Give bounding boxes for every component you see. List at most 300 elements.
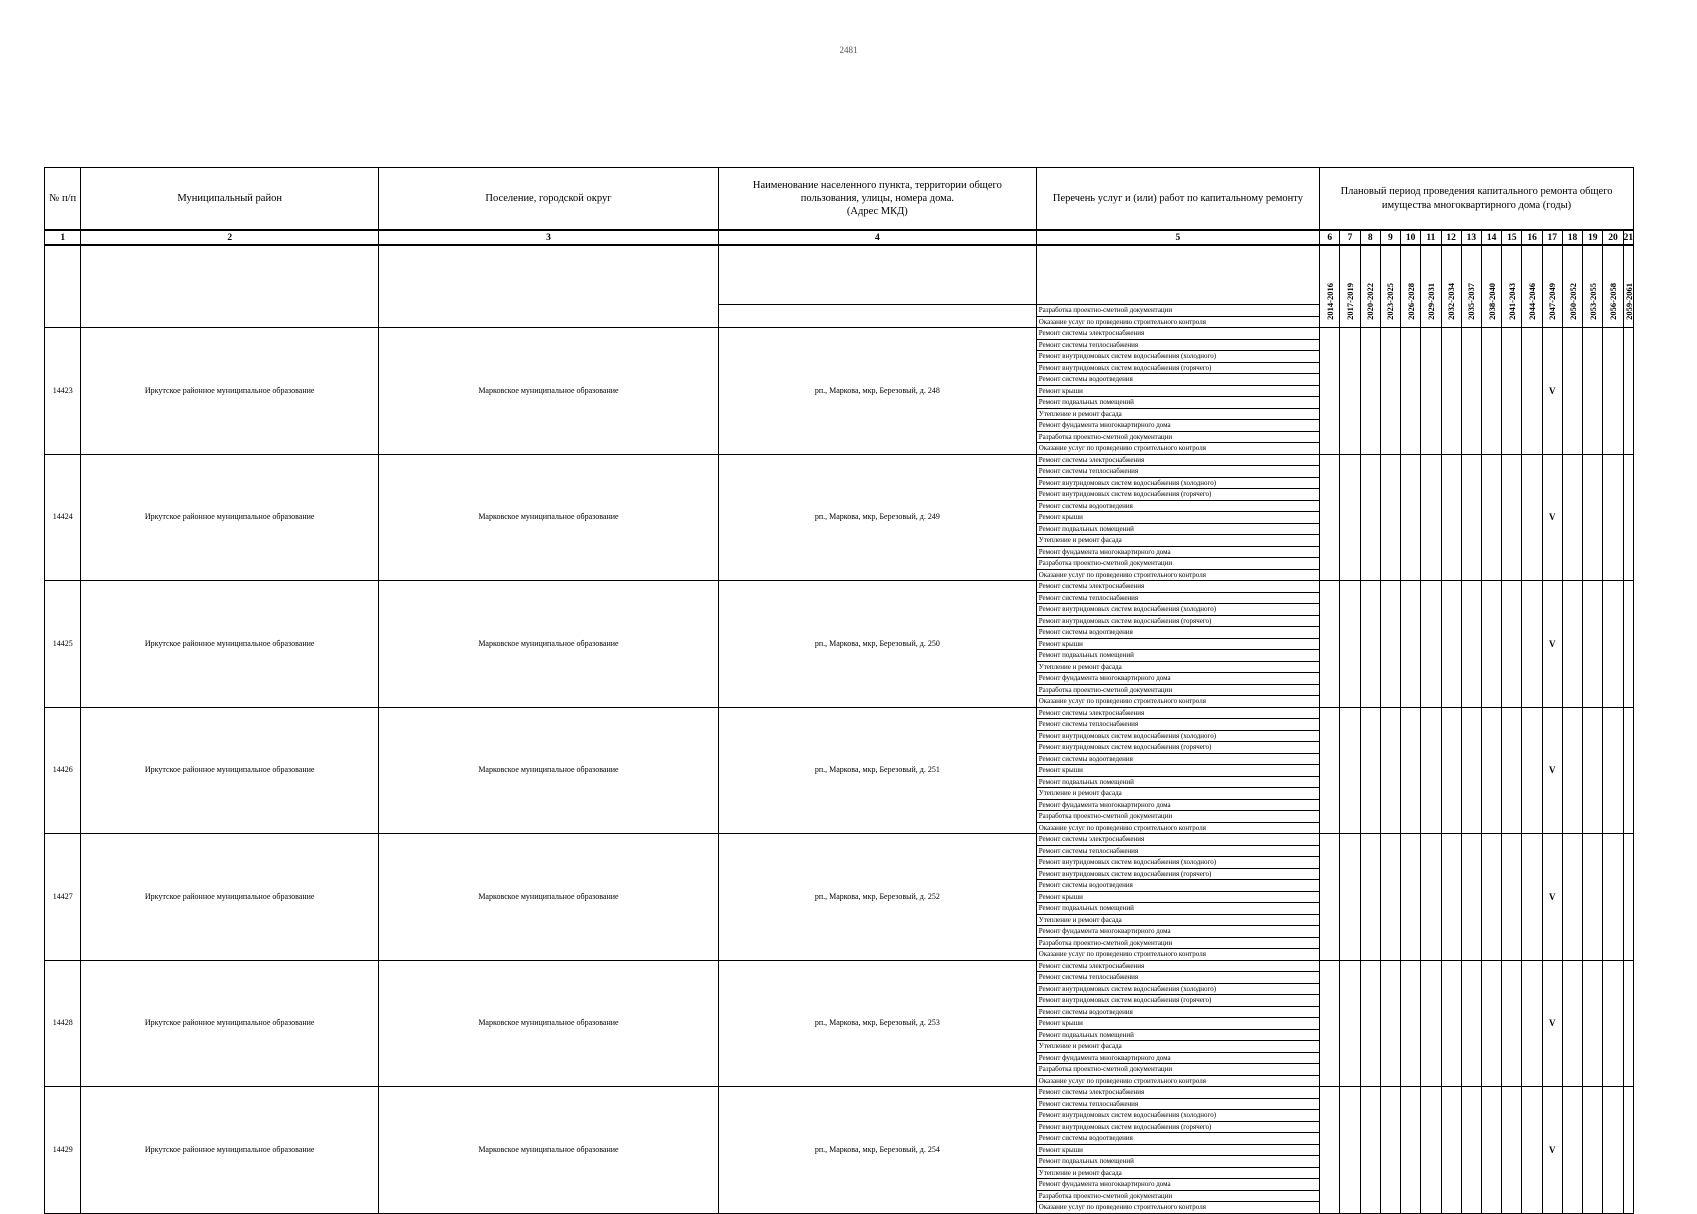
- work-item: Ремонт крыши: [1036, 891, 1319, 903]
- record-district: Иркутское районное муниципальное образование: [81, 581, 379, 708]
- column-number-19: 19: [1583, 230, 1603, 245]
- period-cell-empty: [1481, 834, 1501, 961]
- header-works: Перечень услуг и (или) работ по капитальному ремонту: [1036, 168, 1319, 231]
- period-cell-empty: [1360, 960, 1380, 1087]
- work-item: Ремонт подвальных помещений: [1036, 1156, 1319, 1168]
- work-item: Ремонт внутридомовых систем водоснабжения (холодного): [1036, 351, 1319, 363]
- carryover-address-blank: [718, 305, 1036, 328]
- period-cell-empty: [1320, 960, 1340, 1087]
- period-cell: [1441, 245, 1461, 328]
- work-item: Ремонт системы электроснабжения: [1036, 834, 1319, 846]
- record-settlement: Марковское муниципальное образование: [378, 834, 718, 961]
- record-district: Иркутское районное муниципальное образование: [81, 960, 379, 1087]
- period-cell-empty: [1481, 454, 1501, 581]
- period-cell-empty: [1340, 960, 1360, 1087]
- period-cell-empty: [1340, 707, 1360, 834]
- table-row: [45, 707, 1634, 719]
- record-settlement: Марковское муниципальное образование: [378, 960, 718, 1087]
- column-number-14: 14: [1481, 230, 1501, 245]
- header-address-line1: Наименование населенного пункта, территории общего: [752, 179, 1002, 191]
- period-cell-empty: [1522, 581, 1542, 708]
- header-settlement: Поселение, городской округ: [378, 168, 718, 231]
- column-number-5: 5: [1036, 230, 1319, 245]
- period-cell-empty: [1401, 454, 1421, 581]
- period-cell-empty: [1603, 707, 1623, 834]
- record-district: Иркутское районное муниципальное образование: [81, 328, 379, 455]
- work-item: Ремонт системы теплоснабжения: [1036, 719, 1319, 731]
- record-address: рп., Маркова, мкр, Березовый, д. 248: [718, 328, 1036, 455]
- period-cell-empty: [1522, 1087, 1542, 1214]
- work-item: Ремонт крыши: [1036, 638, 1319, 650]
- period-cell-empty: [1502, 960, 1522, 1087]
- column-number-9: 9: [1380, 230, 1400, 245]
- period-cell-empty: [1421, 1087, 1441, 1214]
- period-cell-empty: [1360, 1087, 1380, 1214]
- period-cell: [1562, 245, 1582, 328]
- period-mark: V: [1542, 707, 1562, 834]
- period-mark: V: [1542, 960, 1562, 1087]
- period-cell-empty: [1583, 454, 1603, 581]
- header-number: № п/п: [45, 168, 81, 231]
- work-item: Ремонт системы теплоснабжения: [1036, 972, 1319, 984]
- period-cell-empty: [1522, 834, 1542, 961]
- period-cell-empty: [1583, 834, 1603, 961]
- period-cell-empty: [1441, 454, 1461, 581]
- work-item: Оказание услуг по проведению строительного контроля: [1036, 696, 1319, 708]
- work-item: Ремонт фундамента многоквартирного дома: [1036, 673, 1319, 685]
- period-cell: [1421, 245, 1441, 328]
- period-cell-empty: [1522, 328, 1542, 455]
- period-cell-empty: [1481, 1087, 1501, 1214]
- period-cell-empty: [1481, 328, 1501, 455]
- header-address: [718, 168, 1036, 231]
- period-mark: V: [1542, 328, 1562, 455]
- period-label: 2023-2025: [1385, 283, 1396, 320]
- period-cell-empty: [1623, 834, 1633, 961]
- period-cell-empty: [1360, 707, 1380, 834]
- period-cell: [1320, 245, 1340, 328]
- work-item: Ремонт системы электроснабжения: [1036, 1087, 1319, 1099]
- period-cell: [1401, 245, 1421, 328]
- period-row-blank-2: [81, 245, 379, 328]
- work-item: Оказание услуг по проведению строительного контроля: [1036, 949, 1319, 961]
- work-item: Разработка проектно-сметной документации: [1036, 1064, 1319, 1076]
- work-item: Ремонт подвальных помещений: [1036, 903, 1319, 915]
- period-cell-empty: [1502, 454, 1522, 581]
- work-item: Ремонт подвальных помещений: [1036, 650, 1319, 662]
- work-item: Ремонт внутридомовых систем водоснабжения (холодного): [1036, 604, 1319, 616]
- period-row: [45, 245, 1634, 305]
- record-address: рп., Маркова, мкр, Березовый, д. 249: [718, 454, 1036, 581]
- record-number: 14428: [45, 960, 81, 1087]
- period-cell-empty: [1461, 1087, 1481, 1214]
- period-cell-empty: [1421, 328, 1441, 455]
- period-cell-empty: [1441, 960, 1461, 1087]
- period-cell-empty: [1583, 581, 1603, 708]
- table-row: [45, 328, 1634, 340]
- work-item: Разработка проектно-сметной документации: [1036, 431, 1319, 443]
- period-cell-empty: [1461, 454, 1481, 581]
- work-item: Оказание услуг по проведению строительного контроля: [1036, 569, 1319, 581]
- period-label: 2059-2061: [1623, 283, 1634, 320]
- period-cell-empty: [1380, 328, 1400, 455]
- period-cell-empty: [1380, 707, 1400, 834]
- work-item: Ремонт внутридомовых систем водоснабжения (горячего): [1036, 1121, 1319, 1133]
- period-cell-empty: [1603, 834, 1623, 961]
- period-label: 2041-2043: [1506, 283, 1517, 320]
- period-cell-empty: [1340, 454, 1360, 581]
- period-row-blank-5: [1036, 245, 1319, 305]
- work-item: Разработка проектно-сметной документации: [1036, 305, 1319, 317]
- record-number: 14426: [45, 707, 81, 834]
- column-number-2: 2: [81, 230, 379, 245]
- period-cell-empty: [1360, 581, 1380, 708]
- period-cell-empty: [1320, 581, 1340, 708]
- period-label: 2050-2052: [1567, 283, 1578, 320]
- period-cell-empty: [1603, 454, 1623, 581]
- period-cell: [1583, 245, 1603, 328]
- work-item: Ремонт подвальных помещений: [1036, 1029, 1319, 1041]
- column-number-10: 10: [1401, 230, 1421, 245]
- work-item: Разработка проектно-сметной документации: [1036, 811, 1319, 823]
- period-cell-empty: [1623, 454, 1633, 581]
- period-cell-empty: [1401, 1087, 1421, 1214]
- period-cell-empty: [1320, 454, 1340, 581]
- record-district: Иркутское районное муниципальное образование: [81, 834, 379, 961]
- record-district: Иркутское районное муниципальное образование: [81, 707, 379, 834]
- header-address-line3: (Адрес МКД): [846, 206, 908, 218]
- record-address: рп., Маркова, мкр, Березовый, д. 252: [718, 834, 1036, 961]
- period-row-blank-3: [378, 245, 718, 328]
- work-item: Утепление и ремонт фасада: [1036, 1167, 1319, 1179]
- period-label: 2053-2055: [1587, 283, 1598, 320]
- column-number-6: 6: [1320, 230, 1340, 245]
- work-item: Утепление и ремонт фасада: [1036, 1041, 1319, 1053]
- period-cell-empty: [1562, 707, 1582, 834]
- period-cell-empty: [1380, 960, 1400, 1087]
- period-cell-empty: [1320, 328, 1340, 455]
- period-cell: [1360, 245, 1380, 328]
- work-item: Ремонт фундамента многоквартирного дома: [1036, 546, 1319, 558]
- record-settlement: Марковское муниципальное образование: [378, 581, 718, 708]
- period-cell-empty: [1562, 1087, 1582, 1214]
- period-label: 2056-2058: [1608, 283, 1618, 320]
- record-address: рп., Маркова, мкр, Березовый, д. 254: [718, 1087, 1036, 1214]
- table-row: [45, 960, 1634, 972]
- column-number-18: 18: [1562, 230, 1582, 245]
- record-number: 14424: [45, 454, 81, 581]
- period-cell: [1542, 245, 1562, 328]
- record-number: 14429: [45, 1087, 81, 1214]
- record-settlement: Марковское муниципальное образование: [378, 454, 718, 581]
- work-item: Ремонт системы электроснабжения: [1036, 960, 1319, 972]
- work-item: Ремонт подвальных помещений: [1036, 523, 1319, 535]
- work-item: Ремонт фундамента многоквартирного дома: [1036, 799, 1319, 811]
- period-cell-empty: [1320, 707, 1340, 834]
- work-item: Ремонт системы теплоснабжения: [1036, 1098, 1319, 1110]
- work-item: Оказание услуг по проведению строительного контроля: [1036, 443, 1319, 455]
- period-label: 2044-2046: [1527, 283, 1538, 320]
- period-cell: [1502, 245, 1522, 328]
- period-label: 2014-2016: [1324, 283, 1335, 320]
- work-item: Утепление и ремонт фасада: [1036, 535, 1319, 547]
- header-plan-period: Плановый период проведения капитального ремонта общего имущества многоквартирного дома (годы): [1320, 168, 1634, 231]
- period-cell-empty: [1360, 834, 1380, 961]
- period-cell-empty: [1441, 707, 1461, 834]
- period-cell-empty: [1502, 834, 1522, 961]
- period-label: 2035-2037: [1466, 283, 1477, 320]
- work-item: Ремонт системы водоотведения: [1036, 1006, 1319, 1018]
- period-cell-empty: [1421, 454, 1441, 581]
- period-mark: V: [1542, 1087, 1562, 1214]
- work-item: Ремонт внутридомовых систем водоснабжения (холодного): [1036, 477, 1319, 489]
- work-item: Ремонт системы водоотведения: [1036, 1133, 1319, 1145]
- work-item: Ремонт подвальных помещений: [1036, 776, 1319, 788]
- period-cell: [1380, 245, 1400, 328]
- period-cell-empty: [1562, 834, 1582, 961]
- work-item: Ремонт фундамента многоквартирного дома: [1036, 1052, 1319, 1064]
- period-cell-empty: [1421, 581, 1441, 708]
- period-cell-empty: [1623, 1087, 1633, 1214]
- work-item: Ремонт внутридомовых систем водоснабжения (горячего): [1036, 489, 1319, 501]
- work-item: Ремонт внутридомовых систем водоснабжения (горячего): [1036, 615, 1319, 627]
- period-cell-empty: [1502, 328, 1522, 455]
- work-item: Ремонт крыши: [1036, 1018, 1319, 1030]
- period-label: 2017-2019: [1344, 283, 1355, 320]
- work-item: Ремонт системы водоотведения: [1036, 753, 1319, 765]
- period-cell-empty: [1380, 834, 1400, 961]
- period-cell-empty: [1623, 328, 1633, 455]
- work-item: Утепление и ремонт фасада: [1036, 914, 1319, 926]
- work-item: Разработка проектно-сметной документации: [1036, 937, 1319, 949]
- period-cell-empty: [1461, 707, 1481, 834]
- work-item: Ремонт внутридомовых систем водоснабжения (холодного): [1036, 730, 1319, 742]
- page-number: 2481: [839, 45, 858, 55]
- work-item: Оказание услуг по проведению строительного контроля: [1036, 1202, 1319, 1214]
- period-cell-empty: [1522, 707, 1542, 834]
- period-cell-empty: [1421, 707, 1441, 834]
- period-cell: [1603, 245, 1623, 328]
- period-cell-empty: [1461, 834, 1481, 961]
- period-cell-empty: [1461, 581, 1481, 708]
- work-item: Ремонт внутридомовых систем водоснабжения (горячего): [1036, 995, 1319, 1007]
- period-cell-empty: [1380, 454, 1400, 581]
- work-item: Ремонт крыши: [1036, 1144, 1319, 1156]
- work-item: Ремонт фундамента многоквартирного дома: [1036, 420, 1319, 432]
- work-item: Оказание услуг по проведению строительного контроля: [1036, 316, 1319, 328]
- column-number-1: 1: [45, 230, 81, 245]
- work-item: Ремонт крыши: [1036, 765, 1319, 777]
- record-settlement: Марковское муниципальное образование: [378, 1087, 718, 1214]
- period-cell: [1481, 245, 1501, 328]
- period-cell-empty: [1481, 707, 1501, 834]
- period-cell-empty: [1380, 1087, 1400, 1214]
- period-cell-empty: [1603, 581, 1623, 708]
- period-cell-empty: [1401, 707, 1421, 834]
- record-settlement: Марковское муниципальное образование: [378, 707, 718, 834]
- work-item: Ремонт системы теплоснабжения: [1036, 466, 1319, 478]
- work-item: Ремонт системы теплоснабжения: [1036, 592, 1319, 604]
- column-number-3: 3: [378, 230, 718, 245]
- period-cell: [1461, 245, 1481, 328]
- period-mark: V: [1542, 834, 1562, 961]
- period-cell-empty: [1441, 1087, 1461, 1214]
- record-number: 14427: [45, 834, 81, 961]
- work-item: Разработка проектно-сметной документации: [1036, 558, 1319, 570]
- record-settlement: Марковское муниципальное образование: [378, 328, 718, 455]
- repair-schedule-table: [44, 167, 1634, 1214]
- work-item: Ремонт фундамента многоквартирного дома: [1036, 1179, 1319, 1191]
- table-row: [45, 834, 1634, 846]
- work-item: Ремонт системы теплоснабжения: [1036, 339, 1319, 351]
- table-row: [45, 454, 1634, 466]
- period-cell-empty: [1623, 707, 1633, 834]
- work-item: Ремонт внутридомовых систем водоснабжения (холодного): [1036, 1110, 1319, 1122]
- record-address: рп., Маркова, мкр, Березовый, д. 251: [718, 707, 1036, 834]
- work-item: Разработка проектно-сметной документации: [1036, 1190, 1319, 1202]
- header-row: [45, 168, 1634, 231]
- period-cell-empty: [1320, 1087, 1340, 1214]
- period-mark: V: [1542, 581, 1562, 708]
- work-item: Ремонт крыши: [1036, 512, 1319, 524]
- period-label: 2029-2031: [1425, 283, 1436, 320]
- period-cell-empty: [1481, 581, 1501, 708]
- work-item: Ремонт внутридомовых систем водоснабжения (горячего): [1036, 362, 1319, 374]
- work-item: Оказание услуг по проведению строительного контроля: [1036, 822, 1319, 834]
- column-number-7: 7: [1340, 230, 1360, 245]
- period-cell-empty: [1562, 328, 1582, 455]
- period-cell-empty: [1380, 581, 1400, 708]
- period-label: 2038-2040: [1486, 283, 1497, 320]
- period-cell-empty: [1502, 581, 1522, 708]
- column-number-row: [45, 230, 1634, 245]
- record-address: рп., Маркова, мкр, Березовый, д. 253: [718, 960, 1036, 1087]
- period-cell-empty: [1562, 454, 1582, 581]
- period-cell-empty: [1583, 707, 1603, 834]
- period-cell-empty: [1320, 834, 1340, 961]
- work-item: Ремонт внутридомовых систем водоснабжения (холодного): [1036, 983, 1319, 995]
- period-row-blank-4: [718, 245, 1036, 305]
- period-cell: [1522, 245, 1542, 328]
- period-label: 2047-2049: [1547, 283, 1558, 320]
- period-cell-empty: [1461, 328, 1481, 455]
- period-cell: [1623, 245, 1633, 328]
- work-item: Ремонт крыши: [1036, 385, 1319, 397]
- period-cell-empty: [1562, 581, 1582, 708]
- record-district: Иркутское районное муниципальное образование: [81, 1087, 379, 1214]
- record-number: 14425: [45, 581, 81, 708]
- column-number-13: 13: [1461, 230, 1481, 245]
- period-cell-empty: [1481, 960, 1501, 1087]
- table-row: [45, 581, 1634, 593]
- work-item: Ремонт внутридомовых систем водоснабжения (горячего): [1036, 868, 1319, 880]
- work-item: Ремонт системы электроснабжения: [1036, 581, 1319, 593]
- period-cell-empty: [1441, 581, 1461, 708]
- header-address-line2: пользования, улицы, номера дома.: [800, 192, 954, 204]
- work-item: Утепление и ремонт фасада: [1036, 661, 1319, 673]
- period-cell-empty: [1360, 328, 1380, 455]
- period-cell-empty: [1461, 960, 1481, 1087]
- header-district: Муниципальный район: [81, 168, 379, 231]
- column-number-21: 21: [1623, 230, 1633, 245]
- period-label: 2026-2028: [1405, 283, 1416, 320]
- work-item: Ремонт системы водоотведения: [1036, 880, 1319, 892]
- work-item: Ремонт системы теплоснабжения: [1036, 845, 1319, 857]
- period-label: 2020-2022: [1365, 283, 1376, 320]
- table-row: [45, 1087, 1634, 1099]
- column-number-8: 8: [1360, 230, 1380, 245]
- period-cell-empty: [1603, 1087, 1623, 1214]
- column-number-17: 17: [1542, 230, 1562, 245]
- period-cell: [1340, 245, 1360, 328]
- work-item: Ремонт фундамента многоквартирного дома: [1036, 926, 1319, 938]
- period-cell-empty: [1401, 581, 1421, 708]
- work-item: Ремонт системы водоотведения: [1036, 627, 1319, 639]
- period-cell-empty: [1421, 960, 1441, 1087]
- work-item: Ремонт подвальных помещений: [1036, 397, 1319, 409]
- period-cell-empty: [1603, 328, 1623, 455]
- period-cell-empty: [1401, 328, 1421, 455]
- period-cell-empty: [1502, 1087, 1522, 1214]
- period-row-blank-1: [45, 245, 81, 328]
- period-cell-empty: [1623, 581, 1633, 708]
- period-cell-empty: [1583, 328, 1603, 455]
- period-cell-empty: [1522, 960, 1542, 1087]
- column-number-11: 11: [1421, 230, 1441, 245]
- column-number-20: 20: [1603, 230, 1623, 245]
- period-cell-empty: [1583, 1087, 1603, 1214]
- column-number-16: 16: [1522, 230, 1542, 245]
- work-item: Разработка проектно-сметной документации: [1036, 684, 1319, 696]
- period-cell-empty: [1340, 581, 1360, 708]
- work-item: Ремонт внутридомовых систем водоснабжения (горячего): [1036, 742, 1319, 754]
- period-cell-empty: [1583, 960, 1603, 1087]
- period-cell-empty: [1340, 1087, 1360, 1214]
- work-item: Ремонт внутридомовых систем водоснабжения (холодного): [1036, 857, 1319, 869]
- column-number-12: 12: [1441, 230, 1461, 245]
- period-cell-empty: [1502, 707, 1522, 834]
- work-item: Ремонт системы электроснабжения: [1036, 454, 1319, 466]
- period-cell-empty: [1441, 328, 1461, 455]
- work-item: Утепление и ремонт фасада: [1036, 788, 1319, 800]
- record-address: рп., Маркова, мкр, Березовый, д. 250: [718, 581, 1036, 708]
- record-number: 14423: [45, 328, 81, 455]
- period-mark: V: [1542, 454, 1562, 581]
- period-cell-empty: [1340, 834, 1360, 961]
- work-item: Ремонт системы электроснабжения: [1036, 328, 1319, 340]
- capital-repair-table: [44, 167, 1634, 1212]
- period-cell-empty: [1623, 960, 1633, 1087]
- work-item: Ремонт системы водоотведения: [1036, 500, 1319, 512]
- period-label: 2032-2034: [1446, 283, 1457, 320]
- column-number-15: 15: [1502, 230, 1522, 245]
- column-number-4: 4: [718, 230, 1036, 245]
- period-cell-empty: [1522, 454, 1542, 581]
- work-item: Ремонт системы электроснабжения: [1036, 707, 1319, 719]
- period-cell-empty: [1401, 834, 1421, 961]
- period-cell-empty: [1603, 960, 1623, 1087]
- period-cell-empty: [1441, 834, 1461, 961]
- period-cell-empty: [1562, 960, 1582, 1087]
- period-cell-empty: [1421, 834, 1441, 961]
- period-cell-empty: [1360, 454, 1380, 581]
- work-item: Ремонт системы водоотведения: [1036, 374, 1319, 386]
- period-cell-empty: [1401, 960, 1421, 1087]
- period-cell-empty: [1340, 328, 1360, 455]
- work-item: Оказание услуг по проведению строительного контроля: [1036, 1075, 1319, 1087]
- work-item: Утепление и ремонт фасада: [1036, 408, 1319, 420]
- record-district: Иркутское районное муниципальное образование: [81, 454, 379, 581]
